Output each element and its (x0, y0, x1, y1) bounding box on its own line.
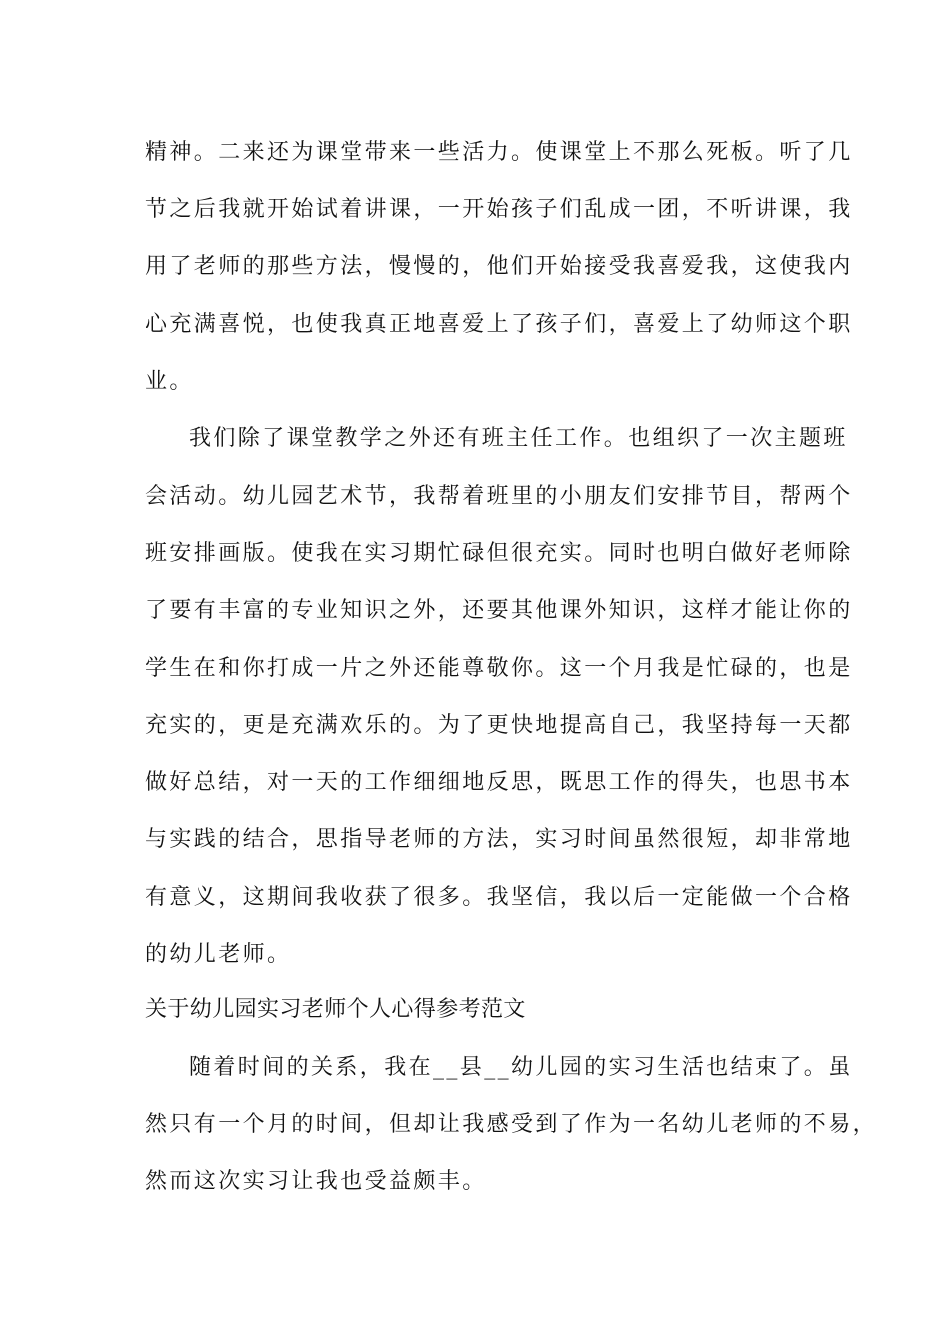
paragraph-line: 然只有一个月的时间，但却让我感受到了作为一名幼儿老师的不易， (145, 1112, 878, 1137)
paragraph-line: 节之后我就开始试着讲课，一开始孩子们乱成一团，不听讲课，我 (145, 197, 853, 222)
paragraph-line: 了要有丰富的专业知识之外，还要其他课外知识，这样才能让你的 (145, 598, 853, 623)
paragraph-line: 班安排画版。使我在实习期忙碌但很充实。同时也明白做好老师除 (145, 541, 853, 566)
paragraph-line: 然而这次实习让我也受益颇丰。 (145, 1169, 487, 1194)
paragraph-line: 用了老师的那些方法，慢慢的，他们开始接受我喜爱我，这使我内 (145, 254, 853, 279)
paragraph-line: 精神。二来还为课堂带来一些活力。使课堂上不那么死板。听了几 (145, 140, 853, 165)
section-heading: 关于幼儿园实习老师个人心得参考范文 (145, 997, 526, 1022)
paragraph-line: 会活动。幼儿园艺术节，我帮着班里的小朋友们安排节目，帮两个 (145, 484, 853, 509)
paragraph-line: 随着时间的关系，我在__县__幼儿园的实习生活也结束了。虽 (189, 1055, 853, 1080)
paragraph-line: 做好总结，对一天的工作细细地反思，既思工作的得失，也思书本 (145, 770, 853, 795)
paragraph-line: 我们除了课堂教学之外还有班主任工作。也组织了一次主题班 (189, 426, 848, 451)
paragraph-line: 的幼儿老师。 (145, 942, 292, 967)
paragraph-line: 有意义，这期间我收获了很多。我坚信，我以后一定能做一个合格 (145, 885, 853, 910)
paragraph-line: 学生在和你打成一片之外还能尊敬你。这一个月我是忙碌的，也是 (145, 656, 853, 681)
paragraph-line: 心充满喜悦，也使我真正地喜爱上了孩子们，喜爱上了幼师这个职 (145, 312, 853, 337)
paragraph-line: 与实践的结合，思指导老师的方法，实习时间虽然很短，却非常地 (145, 827, 853, 852)
paragraph-line: 业。 (145, 369, 194, 394)
paragraph-line: 充实的，更是充满欢乐的。为了更快地提高自己，我坚持每一天都 (145, 713, 853, 738)
